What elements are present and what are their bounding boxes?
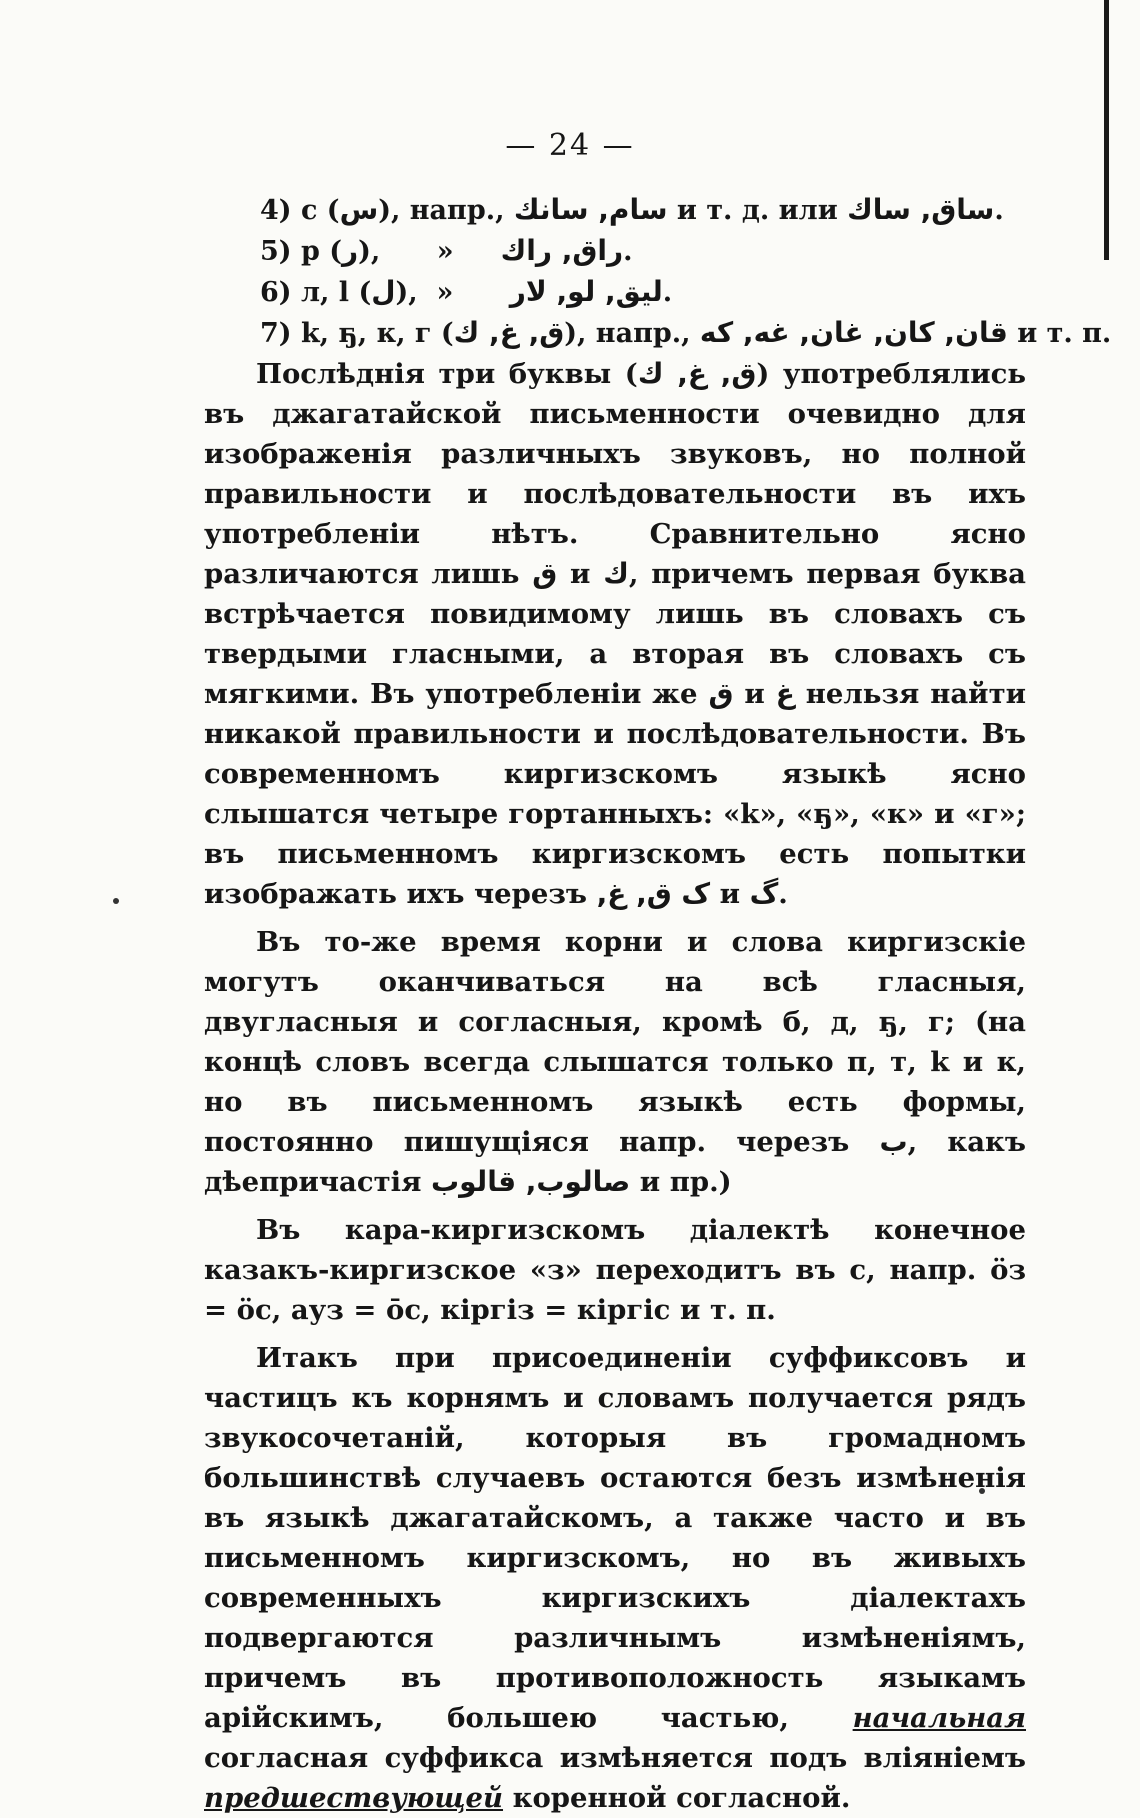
- paragraph-1: [204, 354, 1026, 914]
- list-text: ), »: [395, 277, 510, 308]
- list-text: ), напр.,: [378, 195, 514, 226]
- arabic-text: ق: [708, 677, 734, 710]
- para-text: ) употреблялись въ джагатайской письменности очевидно для изображенія различныхъ звуковъ, но полной правильности и послѣдовательности въ ихъ употребленіи нѣтъ. Сравнительно ясно различаются лишь: [204, 358, 1027, 590]
- emphasized-word: начальная: [852, 1702, 1026, 1734]
- arabic-text: ليق, لو, لار: [509, 275, 663, 308]
- para-text: .: [778, 878, 788, 910]
- para-text: Послѣднія три буквы (: [256, 358, 638, 390]
- para-text: [672, 878, 682, 910]
- arabic-text: ساق, ساك: [847, 193, 995, 226]
- para-text: , причемъ первая буква встрѣчается повидимому лишь въ словахъ съ твердыми гласными, а вторая въ словахъ съ мягкими. Въ употребленіи же: [204, 558, 1026, 710]
- list-text: 5) р (: [260, 236, 343, 267]
- list-text: .: [623, 236, 633, 267]
- para-text: , какъ дѣепричастія: [204, 1126, 1026, 1198]
- para-text: согласная суффикса измѣняется подъ вліяніемъ: [204, 1742, 1026, 1774]
- arabic-text: راق, راك: [500, 234, 624, 267]
- arabic-text: ل: [371, 275, 396, 308]
- para-text: Итакъ при присоединеніи суффиксовъ и частицъ къ корнямъ и словамъ получается рядъ звукосочетаній, которыя въ громадномъ большинствѣ случаевъ остаются безъ измѣненія въ языкѣ джагатайскомъ, а также часто и въ письменномъ киргизскомъ, но въ живыхъ современныхъ киргизскихъ діалектахъ подвергаются различнымъ измѣненіямъ, причемъ въ противоположность языкамъ арійскимъ, большею частью,: [204, 1342, 1026, 1734]
- list-text: 7) k, ҕ, к, г (: [260, 318, 454, 349]
- emphasized-word: предшествующей: [204, 1782, 504, 1814]
- print-speck: [113, 898, 119, 904]
- list-text: .: [662, 277, 673, 308]
- arabic-text: ك: [603, 557, 629, 590]
- list-item: [260, 313, 1112, 354]
- para-text: коренной согласной.: [503, 1782, 851, 1814]
- page-text: [204, 190, 1112, 1818]
- letter-list: [204, 190, 1112, 354]
- list-text: .: [994, 195, 1004, 226]
- para-text: и пр.): [630, 1166, 732, 1198]
- list-text: 6) л, l (: [260, 277, 372, 308]
- arabic-text: ک: [681, 877, 711, 910]
- arabic-text: ق, غ, ك: [453, 316, 565, 349]
- para-text: и: [557, 558, 604, 590]
- paragraph-4: [204, 1338, 1026, 1818]
- arabic-text: غ: [775, 677, 795, 710]
- arabic-text: س: [339, 193, 379, 226]
- list-item: [260, 231, 1026, 272]
- list-item: [260, 190, 1026, 231]
- arabic-text: قان, كان, غان, غه, كه: [699, 316, 1008, 349]
- paragraph-3: Въ кара-киргизскомъ діалектѣ конечное казакъ-киргизское «з» переходитъ въ с, напр. ӧз = ӧс, ауз = ōс, кіргіз = кіргіс и т. п.: [204, 1214, 1026, 1326]
- para-text: и: [710, 878, 750, 910]
- arabic-text: ق: [532, 557, 558, 590]
- arabic-text: ب: [879, 1125, 908, 1158]
- arabic-text: گ: [749, 877, 779, 910]
- para-text: Въ то-же время корни и слова киргизскіе могутъ оканчиваться на всѣ гласныя, двугласныя и согласныя, кромѣ б, д, ҕ, г; (на концѣ словъ всегда слышатся только п, т, k и к, но въ письменномъ языкѣ есть формы, постоянно пишущіяся напр. черезъ: [204, 926, 1026, 1158]
- para-text: нельзя найти никакой правильности и послѣдовательности. Въ современномъ киргизскомъ языкѣ ясно слышатся четыре гортанныхъ: «k», «ҕ», «к» и «г»; въ письменномъ киргизскомъ есть попытки изображать ихъ черезъ: [204, 678, 1027, 910]
- arabic-text: صالوب, قالوب: [430, 1165, 631, 1198]
- list-text: ), »: [358, 236, 501, 267]
- arabic-text: ق, غ,: [596, 877, 672, 910]
- list-text: и т. д. или: [667, 195, 848, 226]
- list-text: и т. п.: [1007, 318, 1112, 349]
- arabic-text: ق, غ, ك: [637, 357, 757, 390]
- paragraph-2: [204, 922, 1026, 1202]
- list-text: ), напр.,: [564, 318, 700, 349]
- list-item: [260, 272, 1026, 313]
- page-number: — 24 —: [505, 128, 635, 163]
- para-text: и: [733, 678, 776, 710]
- list-text: 4) с (: [260, 195, 340, 226]
- arabic-text: سام, سانك: [513, 193, 668, 226]
- arabic-text: ر: [342, 234, 359, 267]
